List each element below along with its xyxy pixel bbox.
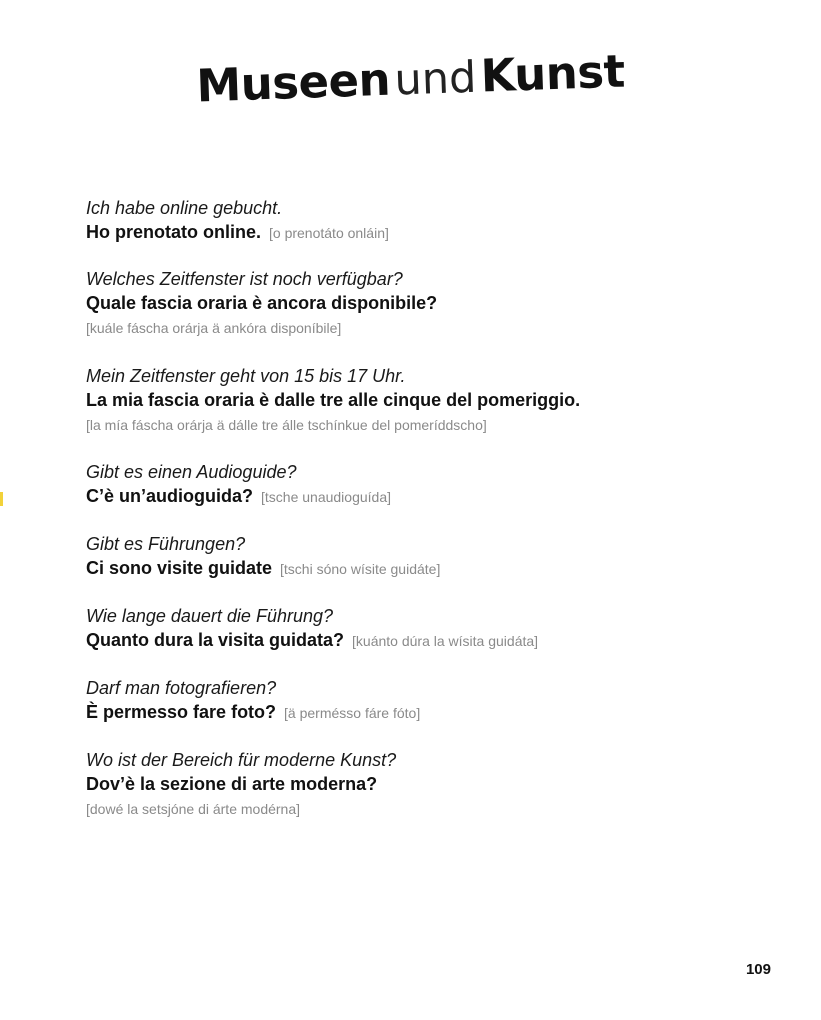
title-part-museen: Museen xyxy=(195,52,391,113)
pronunciation: [kuánto dúra la wísita guidáta] xyxy=(352,633,539,649)
german-phrase: Darf man fotografieren? xyxy=(86,678,277,698)
phrase-item xyxy=(86,460,786,509)
italian-phrase: Dov’è la sezione di arte moderna? xyxy=(86,774,378,794)
pronunciation: [tschi sóno wísite guidáte] xyxy=(280,561,441,577)
german-phrase: Mein Zeitfenster geht von 15 bis 17 Uhr. xyxy=(86,366,406,386)
german-phrase: Wie lange dauert die Führung? xyxy=(86,606,333,626)
phrase-item xyxy=(86,676,786,725)
edge-color-mark xyxy=(0,492,3,506)
title-part-kunst: Kunst xyxy=(479,44,626,103)
italian-line xyxy=(86,556,786,581)
phrase-item xyxy=(86,196,786,245)
italian-line xyxy=(86,772,786,796)
italian-phrase: C’è un’audioguida? xyxy=(86,486,253,506)
pronunciation: [tsche unaudioguída] xyxy=(261,489,391,505)
italian-phrase: La mia fascia oraria è dalle tre alle cinque del pomeriggio. xyxy=(86,390,581,410)
italian-phrase: Quanto dura la visita guidata? xyxy=(86,630,345,650)
italian-phrase: È permesso fare foto? xyxy=(86,702,277,722)
italian-line xyxy=(86,388,786,412)
italian-line xyxy=(86,291,786,315)
phrase-item xyxy=(86,267,786,339)
phrase-item xyxy=(86,604,786,653)
phrase-item xyxy=(86,532,786,581)
german-phrase: Welches Zeitfenster ist noch verfügbar? xyxy=(86,269,403,289)
title-part-und: und xyxy=(393,52,478,106)
pronunciation: [ä permésso fáre fóto] xyxy=(284,705,421,721)
pronunciation: [dowé la setsjóne di árte modérna] xyxy=(86,801,301,817)
page-number: 109 xyxy=(745,961,771,978)
pronunciation: [o prenotáto onláin] xyxy=(269,225,389,241)
pronunciation: [la mía fáscha orárja ä dálle tre álle tschínkue del pomeríddscho] xyxy=(86,417,487,433)
italian-line xyxy=(86,700,786,725)
german-phrase: Gibt es Führungen? xyxy=(86,534,246,554)
phrase-item xyxy=(86,364,786,436)
pronunciation: [kuále fáscha orárja ä ankóra disponíbile] xyxy=(86,320,342,336)
italian-phrase: Ci sono visite guidate xyxy=(86,558,273,578)
german-phrase: Gibt es einen Audioguide? xyxy=(86,462,297,482)
german-phrase: Wo ist der Bereich für moderne Kunst? xyxy=(86,750,397,770)
italian-phrase: Ho prenotato online. xyxy=(86,222,261,242)
italian-line xyxy=(86,484,786,509)
german-phrase: Ich habe online gebucht. xyxy=(86,198,283,218)
page-title xyxy=(0,38,821,120)
italian-line xyxy=(86,628,786,653)
italian-line xyxy=(86,220,786,245)
italian-phrase: Quale fascia oraria è ancora disponibile? xyxy=(86,293,438,313)
phrase-item xyxy=(86,748,786,820)
